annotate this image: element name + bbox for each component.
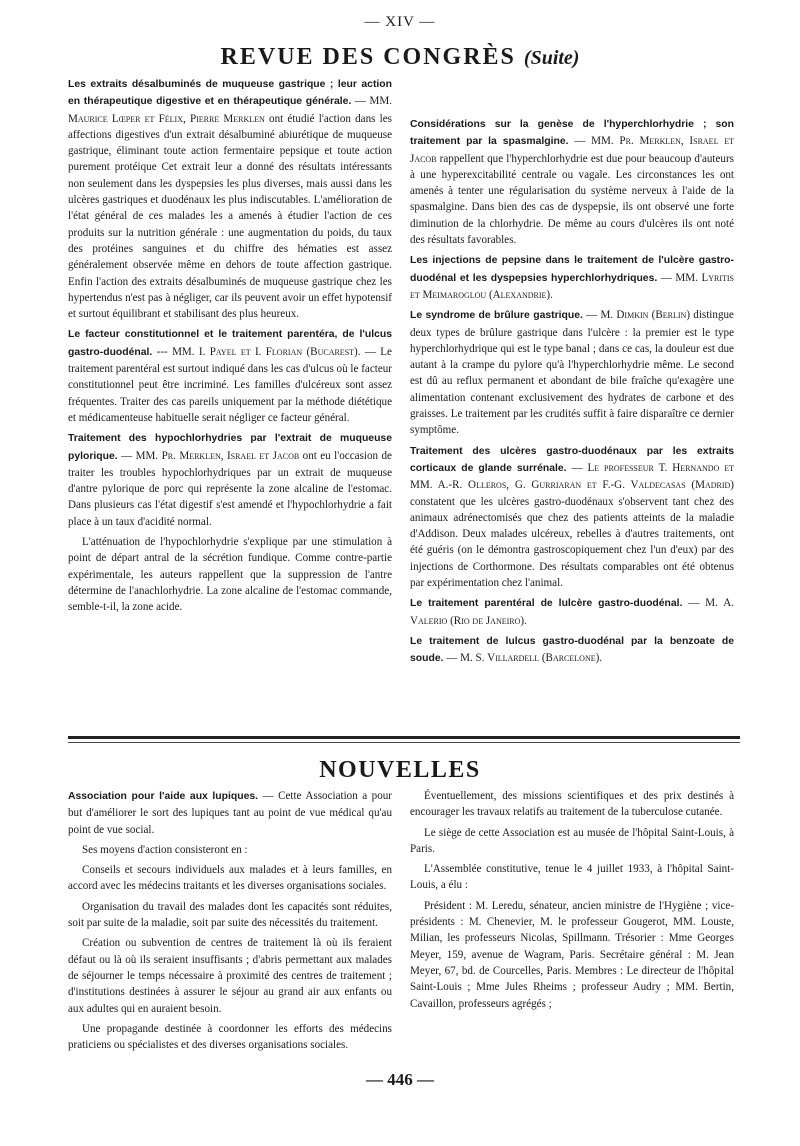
article-title: Le traitement parentéral de lulcère gastro-duodénal. xyxy=(410,598,683,610)
article-title: Les extraits désalbuminés de muqueuse gastrique ; leur action en thérapeutique digestive et en thérapeutique générale. xyxy=(68,79,392,108)
article-hypochlorhydries xyxy=(68,430,392,530)
news-title: Association pour l'aide aux lupiques. xyxy=(68,791,259,802)
nouvelles-title: NOUVELLES xyxy=(319,757,481,783)
article-authors: — Le professeur T. Hernando et MM. A.-R. Olleros, G. Gurriaran et F.-G. Valdecasas (Madrid) xyxy=(410,461,735,492)
article-authors: — M. A. Valerio (Rio de Janeiro). xyxy=(410,597,734,627)
article-body: — Le traitement parentéral est surtout indiqué dans les cas d'ulcus où le facteur constitutionnel peut être incriminé. Les familles d'ulcéreux sont assez fréquentes. Traiter des cas pareils uniquement par la méthode diététique et médicamenteuse habituelle serait négliger ce facteur général. xyxy=(68,345,392,424)
article-benzoate xyxy=(410,633,734,668)
nouvelles-right-column xyxy=(410,788,734,1016)
news-paragraph: Conseils et secours individuels aux malades et à leurs familles, en accord avec les médecins traitants et les diverses organisations sociales. xyxy=(68,864,392,893)
section-divider-thin xyxy=(68,742,740,743)
article-brulure-gastrique xyxy=(410,307,734,438)
section-title-text: REVUE DES CONGRÈS xyxy=(220,44,516,70)
section-title xyxy=(0,44,800,71)
news-paragraph: Le siège de cette Association est au musée de l'hôpital Saint-Louis, à Paris. xyxy=(410,826,734,855)
news-paragraph: Une propagande destinée à coordonner les efforts des médecins praticiens ou spécialistes et des diverses organisations sociales. xyxy=(68,1022,392,1052)
nouvelles-left-column xyxy=(68,788,392,1057)
article-authors: — M. Dimkin (Berlin) xyxy=(586,309,691,322)
article-title: Traitement des hypochlorhydries par l'extrait de muqueuse pylorique. xyxy=(68,433,392,462)
article-body: ont étudié l'action dans les affections digestives d'un extrait désalbuminé abiurétique de muqueuse gastrique, éliminant toute action fermentaire pepsique et toute action purement protéique Cet extrait leur a donné des résultats intéressants non seulement dans les dyspepsies les plus diverses, mais aussi dans les ulcères gastriques et duodénaux les plus indiscutables. L'amélioration de l'état général de ces malades les a amenés à étudier l'action de ces produits sur la nutrition générale : une augmentation du poids, du taux des protéines sanguines et du chiffre des hématies est assez généralement observée même en dehors de toute affection gastrique. Enfin l'action des extraits désalbuminés de muqueuse gastrique chez les hypertendus n'est pas à négliger, car ils peuvent avoir un effet hypotensif et surtout équilibrant et stabilisant des plus heureux. xyxy=(68,112,392,321)
news-paragraph: L'Assemblée constitutive, tenue le 4 juillet 1933, à l'hôpital Saint-Louis, a élu : xyxy=(410,863,734,892)
article-hyperchlorhydrie xyxy=(410,116,734,248)
article-authors: — MM. Maurice Lœper et Félix, Pierre Merklen xyxy=(68,95,393,125)
article-pepsine-extraits xyxy=(68,76,392,322)
news-paragraph: Ses moyens d'action consisteront en : xyxy=(82,843,248,856)
article-title: Le facteur constitutionnel et le traitement parentéra, de l'ulcus gastro-duodénal. xyxy=(68,329,392,358)
article-paragraph: L'atténuation de l'hypochlorhydrie s'explique par une stimulation à point de départ antral de la sécrétion fundique. Comme contre-partie expérimentale, les auteurs rappellent que la suppression de l'antre détermine de l'anachlorhydrie. La zone alcaline de l'estomac commande, semble-t-il, la zone acide. xyxy=(68,536,392,614)
news-association xyxy=(68,788,392,838)
page-number: — 446 — xyxy=(366,1070,434,1089)
article-extraits-corticaux xyxy=(410,443,734,592)
article-title: Le syndrome de brûlure gastrique. xyxy=(410,310,583,322)
congres-right-column xyxy=(410,116,734,672)
news-paragraph: Organisation du travail des malades dont les capacités sont réduites, soit par suite de la maladie, soit par suite des nécessités du traitement. xyxy=(68,900,392,930)
article-body: rappellent que l'hyperchlorhydrie est due pour beaucoup d'auteurs à une hyperexcitabilité centrale ou vagale. Les circonstances les ont amenés à tenter une régularisation du système nerveux à l'aide de la spasmalgine. Dans bien des cas de dyspepsie, ils ont observé une forte diminution de la chlorhydrie. De même au cours d'ulcères ils ont noté des résultats favorables. xyxy=(410,152,734,247)
article-title: Traitement des ulcères gastro-duodénaux par les extraits corticaux de glande surrénale. xyxy=(410,445,734,474)
section-title-suffix: (Suite) xyxy=(523,47,580,69)
news-paragraph: Président : M. Leredu, sénateur, ancien ministre de l'Hygiène ; vice-présidents : M. Chenevier, M. le professeur Gougerot, MM. Louste, Milian, les professeurs Nicolas, Spillmann. Trésorier : Mme Georges Meyer, 159, avenue de Wagram, Paris. Secrétaire général : M. Jean Meyer, 67, bd. de Courcelles, Paris. Membres : Le directeur de l'hôpital Saint-Louis ; Mme Jules Rheims ; professeur Audry ; MM. Bertin, Cavaillon, professeurs agrégés ; xyxy=(410,899,734,1010)
article-facteur-constitutionnel xyxy=(68,326,392,426)
article-traitement-parenteral xyxy=(410,595,734,629)
article-authors: — M. S. Villardell (Barcelone). xyxy=(446,652,603,665)
section-divider xyxy=(68,736,740,739)
article-authors: — MM. Pr. Merklen, Israel et Jacob xyxy=(121,449,300,462)
page-roman-numeral: — XIV — xyxy=(364,14,436,30)
article-body: distingue deux types de brûlure gastrique dans l'ulcère : la premier est le type hyperchlorhydrique qui est le type banal ; dans ce cas, la douleur est due autant à la crampe du pylore qu'à l'hyperchlorhydrie même. Le second est dû au reflux permanent et abondant de bile fraîche qu'exagère une alimentation contenant exclusivement des hydrates de carbone et des graisses. Le traitement par les crudités suffit à faire disparaître ce dernier symptôme. xyxy=(410,309,734,437)
article-authors: — MM. Pr. Merklen, Israel et Jacob xyxy=(410,135,734,165)
article-authors: --- MM. I. Payel et I. Florian (Bucarest). xyxy=(156,345,361,358)
article-body: ont eu l'occasion de traiter les troubles hypochlorhydriques par un extrait de muqueuse d'antre pylorique de porc qui représente la zone alcaline de l'estomac. Dans plusieurs cas l'état digestif s'est amendé et l'hypochlorhydrie a fait place à un taux d'acidité normal. xyxy=(68,449,392,528)
article-injections-pepsine xyxy=(410,252,734,303)
article-title: Considérations sur la genèse de l'hyperchlorhydrie ; son traitement par la spasmalgine. xyxy=(410,119,734,148)
news-paragraph: Création ou subvention de centres de traitement là où ils feraient défaut ou là où ils seraient insuffisants ; d'abris permettant aux malades de séjourner le temps nécessaire à proximité des centres de traitement ; d'institutions destinées à assurer le séjour au grand air aux enfants ou aux adultes qui en auraient besoin. xyxy=(68,937,392,1015)
article-authors: — MM. Lyritis et Meimaroglou (Alexandrie). xyxy=(410,271,734,301)
congres-left-column xyxy=(68,76,392,620)
news-body: — Cette Association a pour but d'améliorer le sort des lupiques tant au point de vue médical qu'au point de vue social. xyxy=(68,790,392,836)
article-title: Les injections de pepsine dans le traitement de l'ulcère gastro-duodénal et les dyspepsies hyperchlorhydriques. xyxy=(410,255,734,284)
article-body: constatent que les ulcères gastro-duodénaux s'observent tant chez des animaux adrénectomisés que chez des patients atteints de la maladie d'Addison. Deux malades ulcéreux, rebelles à d'autres traitements, ont été guéris (on le démontra gastroscopiquement chez l'un d'eux) par des injections de Corthormone. Des résultats comparables ont été obtenus par expérimentation chez l'animal. xyxy=(410,495,734,590)
news-paragraph: Éventuellement, des missions scientifiques et des prix destinés à encourager les travaux relatifs au traitement de la tuberculose cutanée. xyxy=(410,790,734,819)
article-title: Le traitement de lulcus gastro-duodénal par la benzoate de soude. xyxy=(410,635,734,665)
